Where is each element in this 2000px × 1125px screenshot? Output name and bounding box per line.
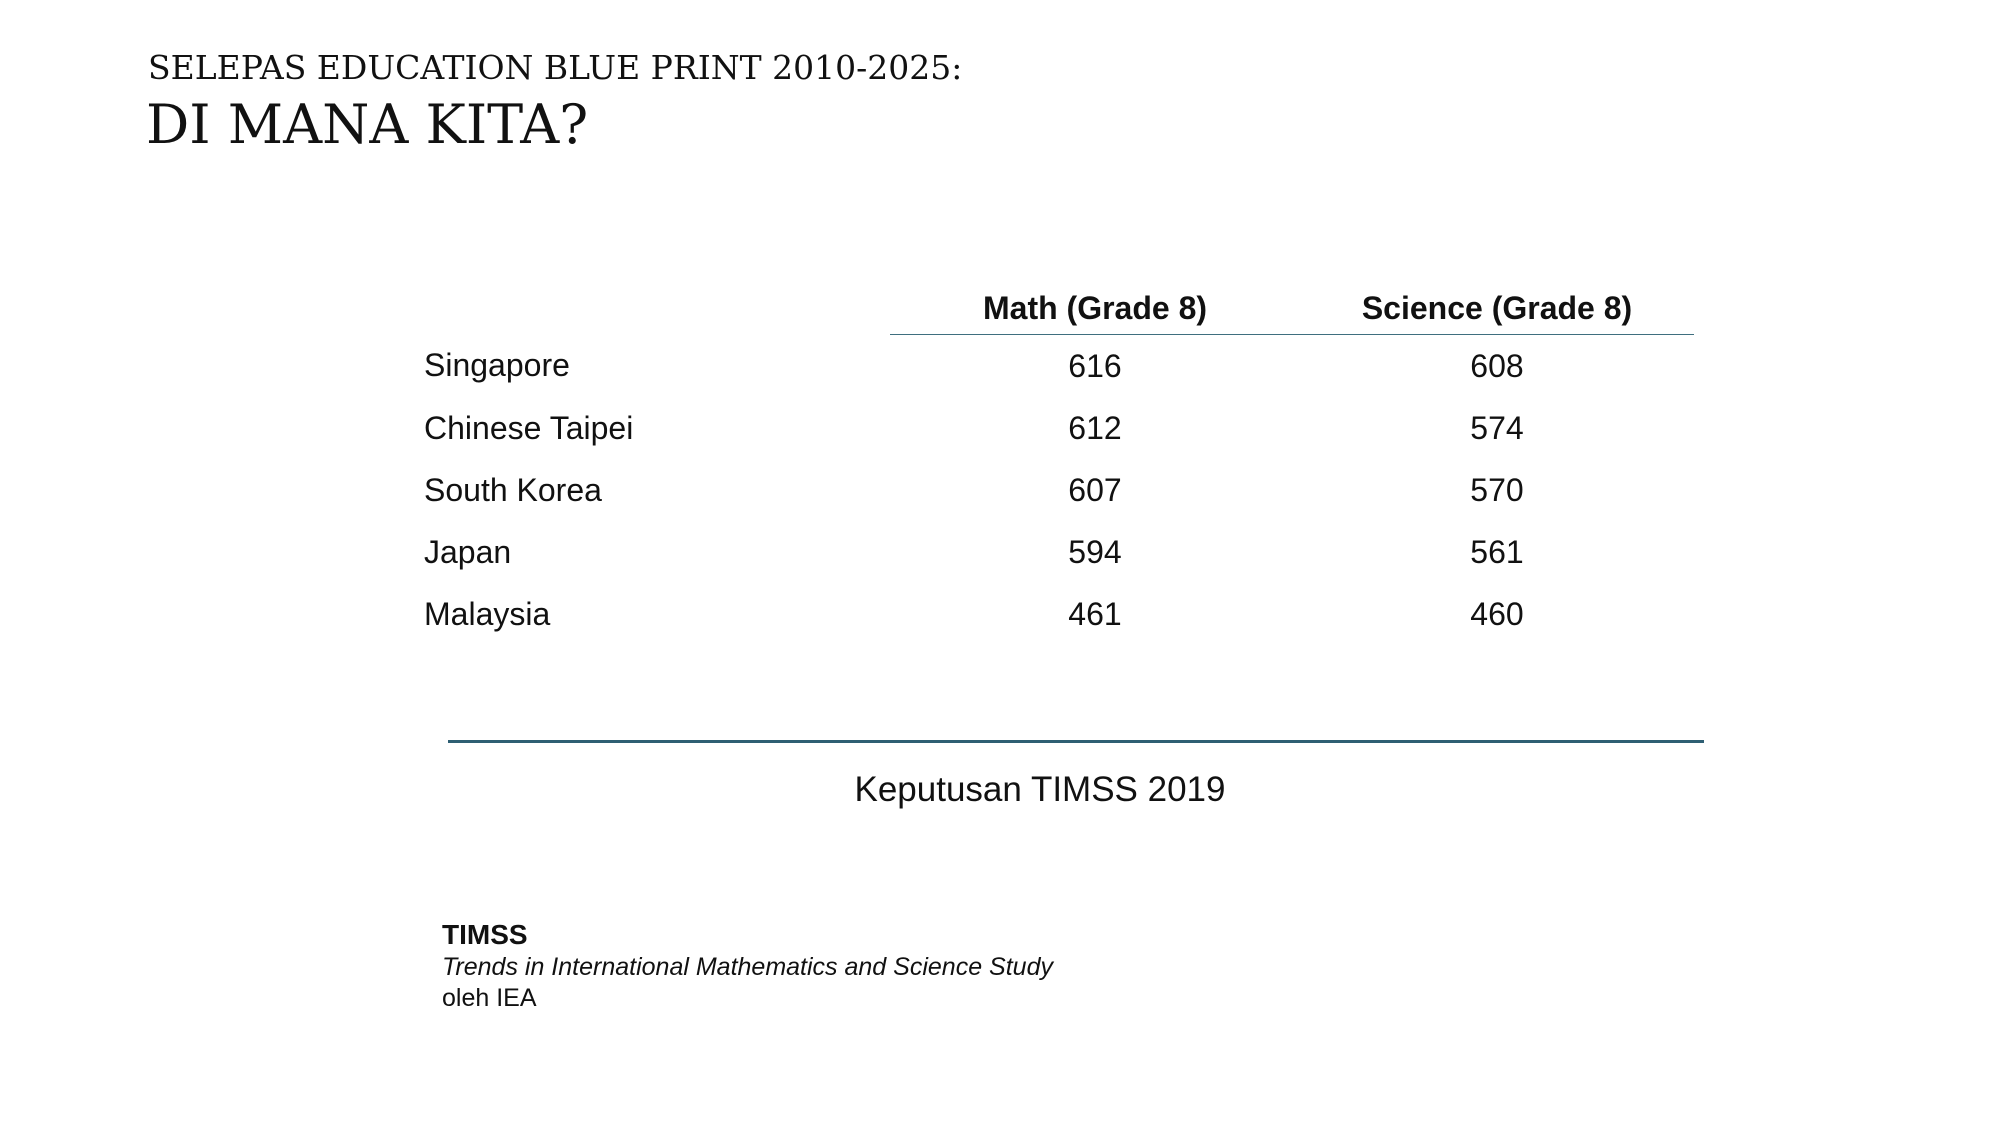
country-cell: South Korea [424,471,602,508]
footnote-source: oleh IEA [442,984,537,1012]
table-row [424,583,1694,645]
math-score-cell: 612 [1068,409,1122,446]
slide-subtitle: SELEPAS EDUCATION BLUE PRINT 2010-2025: [148,48,963,87]
column-header-science: Science (Grade 8) [1300,282,1694,335]
math-score-cell: 594 [1068,533,1122,570]
country-cell: Singapore [424,347,570,384]
table-header-row [424,282,1694,335]
country-cell: Malaysia [424,595,551,632]
footnote-description: Trends in International Mathematics and Science Study [442,953,1053,981]
science-score-cell: 608 [1470,347,1524,384]
table-row [424,397,1694,459]
table-caption: Keputusan TIMSS 2019 [854,770,1226,809]
country-cell: Chinese Taipei [424,409,634,446]
country-cell: Japan [424,533,512,570]
slide-title: DI MANA KITA? [146,93,589,156]
table-row [424,335,1694,398]
footnote-title: TIMSS [442,919,528,950]
science-score-cell: 574 [1470,409,1524,446]
column-header-math: Math (Grade 8) [890,282,1300,335]
table-row [424,521,1694,583]
science-score-cell: 460 [1470,595,1524,632]
science-score-cell: 561 [1470,533,1524,570]
timss-score-table [424,282,1694,645]
footnote [442,918,1053,1014]
section-divider [448,740,1704,743]
table-row [424,459,1694,521]
science-score-cell: 570 [1470,471,1524,508]
math-score-cell: 607 [1068,471,1122,508]
math-score-cell: 616 [1068,347,1122,384]
math-score-cell: 461 [1068,595,1122,632]
column-header-country [424,282,890,335]
